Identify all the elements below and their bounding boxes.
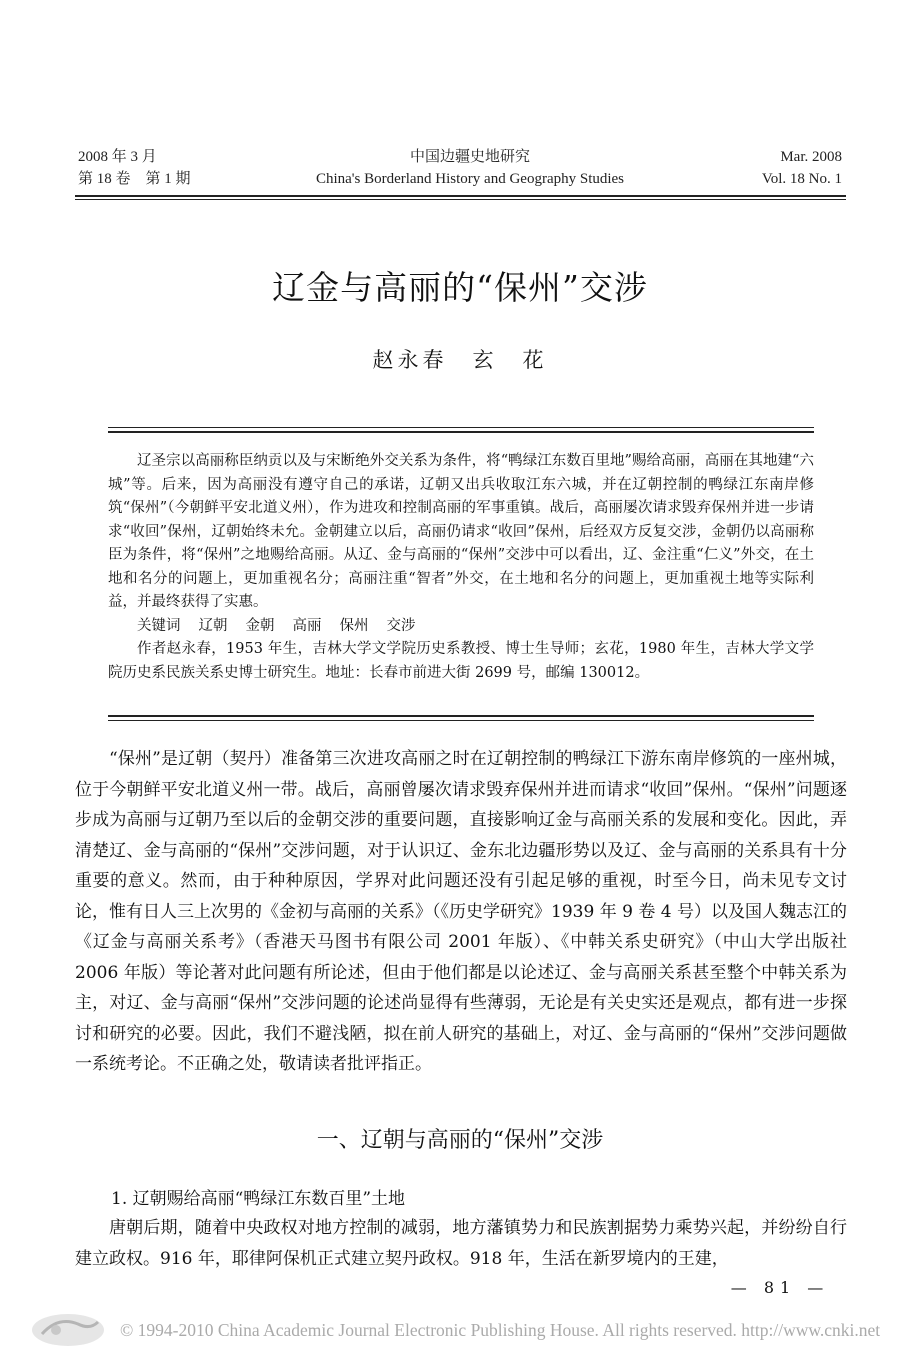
abstract-rule-bottom-1 bbox=[108, 715, 814, 717]
header-date-en: Mar. 2008 bbox=[780, 149, 842, 165]
keyword: 金朝 bbox=[245, 617, 275, 634]
article-title: 辽金与高丽的“保州”交涉 bbox=[272, 268, 648, 307]
journal-name bbox=[300, 146, 640, 190]
keywords bbox=[108, 615, 814, 639]
intro-paragraph: “保州”是辽朝（契丹）准备第三次进攻高丽之时在辽朝控制的鸭绿江下游东南岸修筑的一座州城，位于今朝鲜平安北道义州一带。战后，高丽曾屡次请求毁弃保州并进而请求“收回”保州。“保州”问题逐步成为高丽与辽朝乃至以后的金朝交涉的重要问题，直接影响辽金与高丽关系的发展和变化。因此，弄清楚辽、金与高丽的“保州”交涉问题，对于认识辽、金东北边疆形势以及辽、金与高丽的关系具有十分重要的意义。然而，由于种种原因，学界对此问题还没有引起足够的重视，时至今日，尚未见专文讨论，惟有日人三上次男的《金初与高丽的关系》（《历史学研究》1939 年 9 卷 4 号）以及国人魏志江的《辽金与高丽关系考》（香港天马图书有限公司 2001 年版）、《中韩关系史研究》（中山大学出版社 2006 年版）等论著对此问题有所论述，但由于他们都是以论述辽、金与高丽关系甚至整个中韩关系为主，对辽、金与高丽“保州”交涉问题的论述尚显得有些薄弱，无论是有关史实还是观点，都有进一步探讨和研究的必要。因此，我们不避浅陋，拟在前人研究的基础上，对辽、金与高丽的“保州”交涉问题做一系统考论。不正确之处，敬请读者批评指正。 bbox=[75, 749, 847, 1074]
copyright-footer: © 1994-2010 China Academic Journal Electronic Publishing House. All rights reserved. http://www.cnki.net bbox=[120, 1320, 881, 1340]
keyword: 辽朝 bbox=[198, 617, 228, 634]
journal-name-en: China's Borderland History and Geography Studies bbox=[315, 171, 625, 187]
section1-body bbox=[75, 1213, 847, 1274]
journal-name-cn: 中国边疆史地研究 bbox=[409, 149, 530, 165]
section-heading: 一、辽朝与高丽的“保州”交涉 bbox=[316, 1128, 604, 1153]
section1-paragraph: 唐朝后期，随着中央政权对地方控制的减弱，地方藩镇势力和民族割据势力乘势兴起，并纷纷自行建立政权。916 年，耶律阿保机正式建立契丹政权。918 年，生活在新罗境内的王建， bbox=[75, 1218, 847, 1269]
keywords-label: 关键词 bbox=[137, 617, 181, 634]
keyword: 保州 bbox=[339, 617, 369, 634]
header-rule-top bbox=[75, 195, 846, 197]
keyword: 交涉 bbox=[386, 617, 416, 634]
abstract-rule-bottom-2 bbox=[108, 720, 814, 721]
header-volume: 第 18 卷 第 1 期 bbox=[78, 171, 191, 187]
header-rule-bottom bbox=[75, 199, 846, 200]
intro-section bbox=[75, 744, 847, 1080]
journal-date-issue-en bbox=[762, 146, 842, 190]
subsection-heading: 1. 辽朝赐给高丽“鸭绿江东数百里”土地 bbox=[111, 1189, 406, 1209]
abstract bbox=[108, 450, 814, 685]
abstract-rule-top-1 bbox=[108, 427, 814, 428]
journal-date-issue bbox=[78, 146, 191, 190]
header-date: 2008 年 3 月 bbox=[78, 149, 157, 165]
header-volume-en: Vol. 18 No. 1 bbox=[761, 171, 842, 187]
abstract-text: 辽圣宗以高丽称臣纳贡以及与宋断绝外交关系为条件，将“鸭绿江东数百里地”赐给高丽，高丽在其地建“六城”等。后来，因为高丽没有遵守自己的承诺，辽朝又出兵收取江东六城，并在辽朝控制的鸭绿江东南岸修筑“保州”（今朝鲜平安北道义州），作为进攻和控制高丽的军事重镇。战后，高丽屡次请求毁弃保州并进一步请求“收回”保州，辽朝始终未允。金朝建立以后，高丽仍请求“收回”保州，后经双方反复交涉，金朝仍以高丽称臣为条件，将“保州”之地赐给高丽。从辽、金与高丽的“保州”交涉中可以看出，辽、金注重“仁义”外交，在土地和名分的问题上，更加重视名分；高丽注重“智者”外交，在土地和名分的问题上，更加重视土地等实际利益，并最终获得了实惠。 bbox=[108, 453, 814, 610]
page-number: — 81 — bbox=[730, 1278, 830, 1297]
abstract-rule-top-2 bbox=[108, 431, 814, 433]
cnki-logo-icon bbox=[28, 1310, 108, 1350]
keyword: 高丽 bbox=[292, 617, 322, 634]
article-authors: 赵永春 玄 花 bbox=[372, 348, 548, 372]
author-info: 作者赵永春，1953 年生，吉林大学文学院历史系教授、博士生导师；玄花，1980 年生，吉林大学文学院历史系民族关系史博士研究生。地址：长春市前进大街 2699 号，邮编 130012。 bbox=[108, 641, 814, 681]
